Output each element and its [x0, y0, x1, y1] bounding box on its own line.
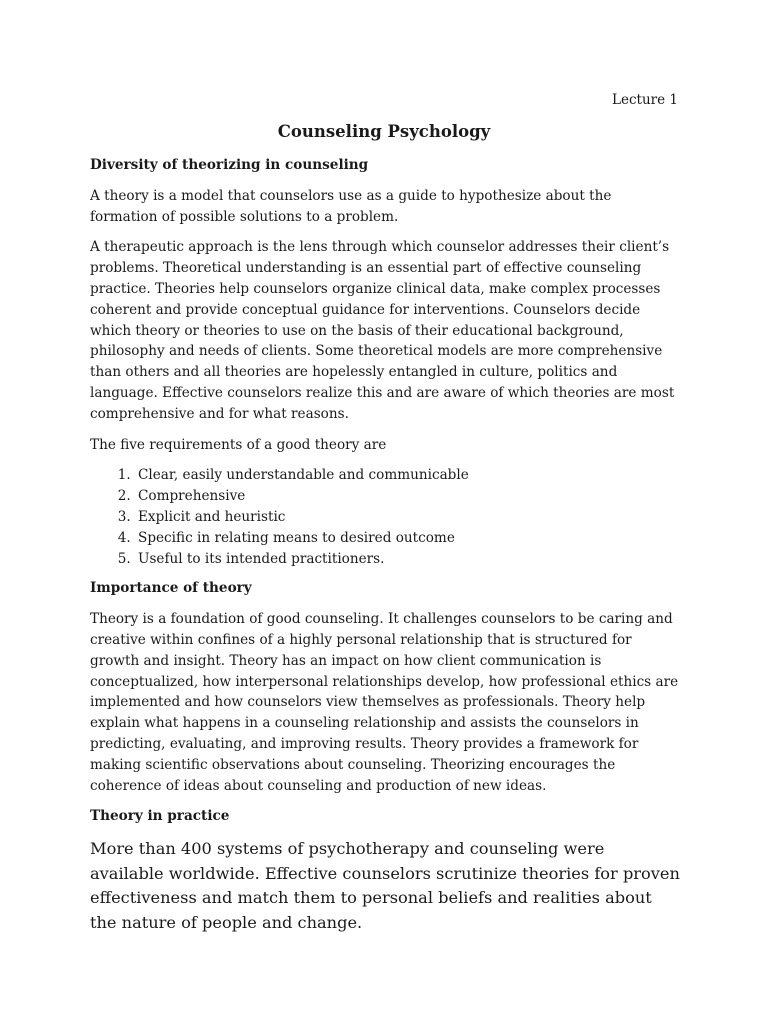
lecture-label: Lecture 1	[612, 92, 678, 108]
requirements-list	[90, 465, 680, 569]
paragraph-importance: Theory is a foundation of good counseling. It challenges counselors to be caring and creative within confines of a highly personal relationship that is structured for growth and insight. Theory has an impact on how client communication is conceptualized, how interpersonal relationships develop, how professional ethics are implemented and how counselors view themselves as professionals. Theory help explain what happens in a counseling relationship and assists the counselors in predicting, evaluating, and improving results. Theory provides a framework for making scientific observations about counseling. Theorizing encourages the coherence of ideas about counseling and production of new ideas.	[90, 611, 679, 794]
list-item: 1. Clear, easily understandable and communicable	[135, 465, 680, 486]
paragraph-theory-definition: A theory is a model that counselors use as a guide to hypothesize about the formation of possible solutions to a problem.	[90, 187, 612, 225]
section-heading-diversity: Diversity of theorizing in counseling	[90, 157, 369, 173]
list-item: 5. Useful to its intended practitioners.	[135, 549, 680, 570]
section-heading-practice: Theory in practice	[90, 808, 230, 825]
document-body	[90, 155, 680, 945]
paragraph-therapeutic-approach: A therapeutic approach is the lens through which counselor addresses their client’s problems. Theoretical understanding is an essential part of effective counseling practice. Theories help counselors organize clinical data, make complex processes coherent and provide conceptual guidance for interventions. Counselors decide which theory or theories to use on the basis of their educational background, philosophy and needs of clients. Some theoretical models are more comprehensive than others and all theories are hopelessly entangled in culture, politics and language. Effective counselors realize this and are aware of which theories are most comprehensive and for what reasons.	[90, 239, 675, 422]
section-heading-importance: Importance of theory	[90, 580, 252, 597]
list-item: 4. Specific in relating means to desired outcome	[135, 528, 680, 549]
list-intro: The five requirements of a good theory are	[90, 436, 387, 453]
list-item: 2. Comprehensive	[135, 486, 680, 507]
paragraph-practice: More than 400 systems of psychotherapy and counseling were available worldwide. Effective counselors scrutinize theories for proven effectiveness and match them to personal beliefs and realities about the nature of people and change.	[90, 839, 680, 932]
list-item: 3. Explicit and heuristic	[135, 507, 680, 528]
page-title: Counseling Psychology	[277, 122, 491, 141]
